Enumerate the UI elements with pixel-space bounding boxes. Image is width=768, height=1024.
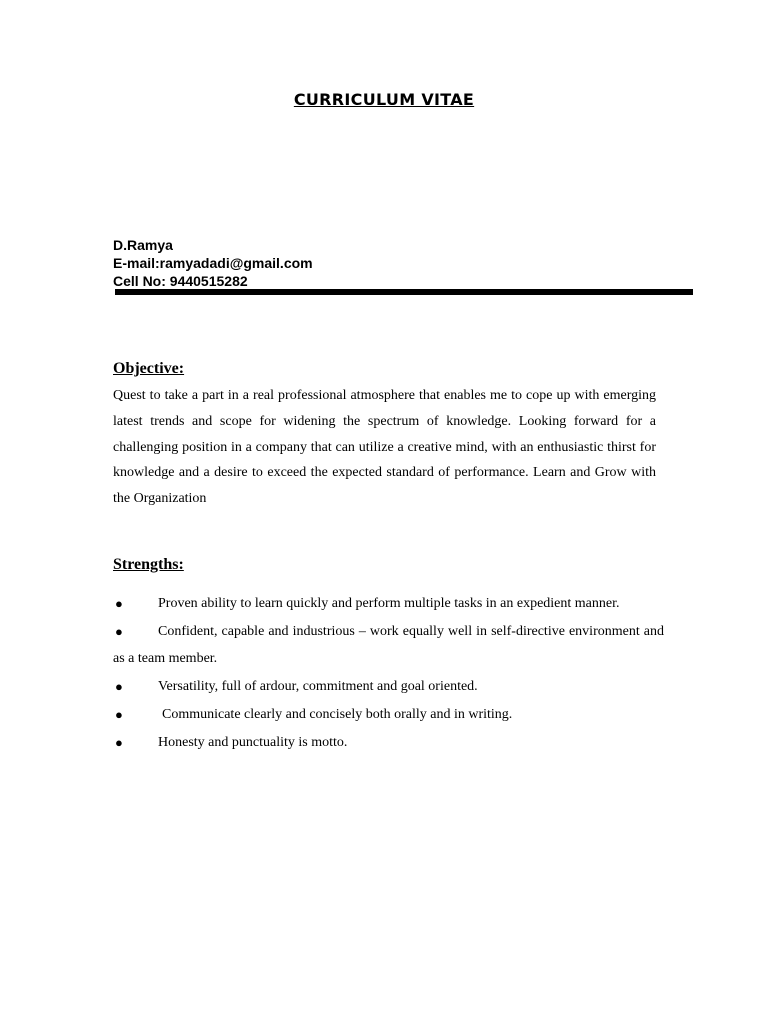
strengths-heading: Strengths:	[113, 556, 184, 573]
strength-text: Versatility, full of ardour, commitment and goal oriented.	[158, 679, 478, 694]
bullet-icon: ●	[115, 596, 123, 611]
objective-text: Quest to take a part in a real professional atmosphere that enables me to cope up with emerging latest trends and scope for widening the spectrum of knowledge. Looking forward for a challenging position in a company that can utilize a creative mind, with an enthusiastic thirst for knowledge and a desire to exceed the expected standard of performance. Learn and Grow with the Organization	[113, 388, 656, 507]
list-item	[113, 618, 664, 672]
contact-email: E-mail:ramyadadi@gmail.com	[113, 255, 313, 271]
header-divider	[115, 289, 693, 295]
strength-text: Proven ability to learn quickly and perform multiple tasks in an expedient manner.	[158, 596, 620, 611]
bullet-icon: ●	[115, 735, 123, 750]
strengths-list	[113, 590, 664, 757]
page-title: CURRICULUM VITAE	[293, 90, 475, 109]
objective-heading: Objective:	[113, 360, 185, 377]
contact-block	[113, 236, 313, 290]
list-item	[113, 673, 664, 700]
bullet-icon: ●	[115, 679, 123, 694]
bullet-icon: ●	[115, 624, 123, 639]
list-item	[113, 729, 664, 756]
list-item	[113, 701, 664, 728]
bullet-icon: ●	[115, 707, 123, 722]
list-item	[113, 590, 664, 617]
strength-text: Communicate clearly and concisely both orally and in writing.	[162, 707, 513, 722]
contact-cell: Cell No: 9440515282	[113, 273, 248, 289]
contact-name: D.Ramya	[113, 237, 173, 253]
strength-text: Confident, capable and industrious – work equally well in self-directive environment and as a team member.	[113, 624, 664, 666]
strength-text: Honesty and punctuality is motto.	[158, 735, 348, 750]
